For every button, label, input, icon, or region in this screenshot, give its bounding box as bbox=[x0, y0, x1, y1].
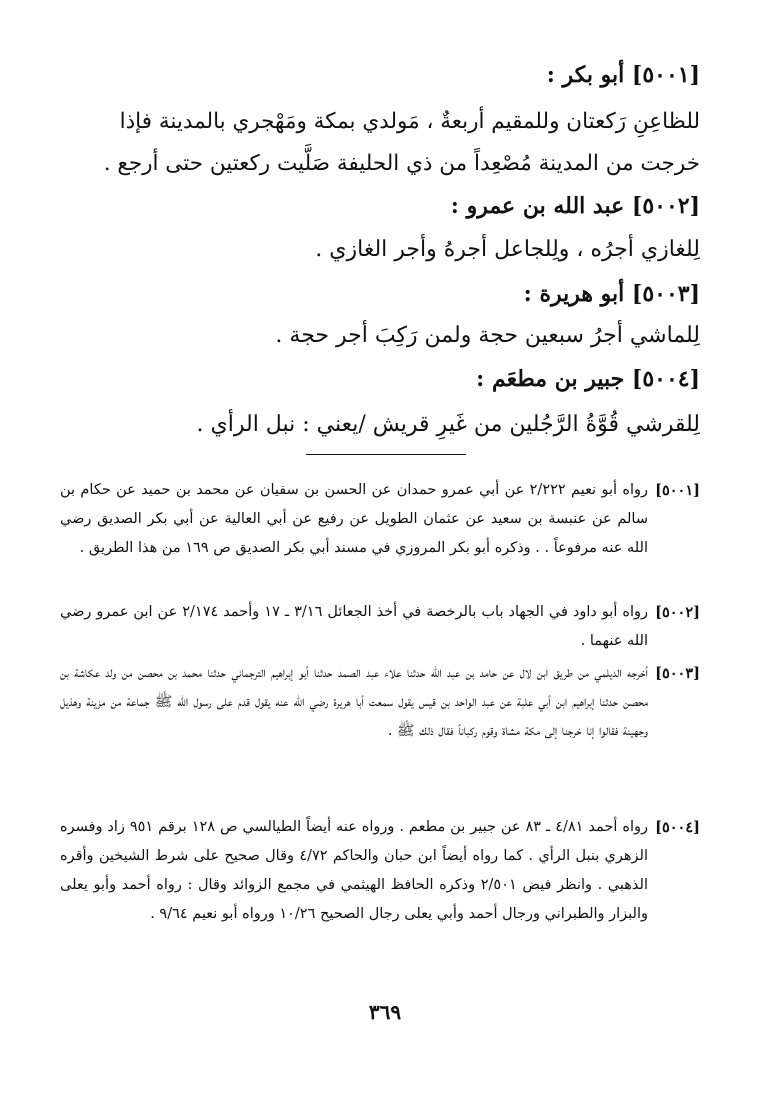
entry-text-line: لِلقرشي قُوَّةُ الرَّجُلين من غَيرِ قريش /يعني : نبل الرأي . bbox=[196, 412, 700, 437]
footnote-5003 bbox=[60, 659, 700, 746]
footnote-text: رواه أبو نعيم ٢/٢٢٢ عن أبي عمرو حمدان عن الحسن بن سفيان عن محمد بن حميد عن حكام بن سالم عن عنبسة بن سعيد عن عثمان الطويل عن رفيع عن أبي العالية عن أبي بكر الصديق رضي الله عنه مرفوعاً . . وذكره أبو بكر المروزي في مسند أبي بكر الصديق ص ١٦٩ من هذا الطريق . bbox=[60, 482, 648, 556]
footnote-5002 bbox=[60, 598, 700, 656]
footnote-5004 bbox=[60, 813, 700, 929]
entry-text-line: لِلماشي أجرُ سبعين حجة ولمن رَكِبَ أجر حجة . bbox=[275, 323, 700, 348]
footnote-number: [٥٠٠٣] bbox=[655, 665, 700, 682]
footnote-number: [٥٠٠١] bbox=[655, 482, 700, 499]
entry-heading-5003: [٥٠٠٣] أبو هريرة : bbox=[523, 281, 700, 307]
footnote-5001 bbox=[60, 476, 700, 563]
entry-text-line: خرجت من المدينة مُصْعِداً من ذي الحليفة صَلَّيت ركعتين حتى أرجع . bbox=[103, 151, 700, 176]
entry-text-line: للظاعِنِ رَكعتان وللمقيم أربعةٌ ، مَولدي بمكة ومَهْجري بالمدينة فإذا bbox=[119, 109, 700, 134]
footnote-text: رواه أبو داود في الجهاد باب بالرخصة في أخذ الجعائل ٣/١٦ ـ ١٧ وأحمد ٢/١٧٤ عن ابن عمرو رضي الله عنهما . bbox=[60, 604, 649, 649]
entry-text-line: لِلغازي أجرُه ، ولِلجاعل أجرهُ وأجر الغازي . bbox=[315, 237, 700, 262]
footnote-divider bbox=[306, 454, 466, 455]
footnote-number: [٥٠٠٤] bbox=[655, 819, 700, 836]
entry-heading-5004: [٥٠٠٤] جبير بن مطعَم : bbox=[476, 366, 700, 392]
footnote-text: رواه أحمد ٤/٨١ ـ ٨٣ عن جبير بن مطعم . ورواه عنه أيضاً الطيالسي ص ١٢٨ برقم ٩٥١ زاد وفسره الزهري بنبل الرأي . كما رواه أيضاً ابن حبان والحاكم ٤/٧٢ وقال صحيح على شرط الشيخين وأقره الذهبي . وانظر فيض ٢/٥٠١ وذكره الحافظ الهيثمي في مجمع الزوائد وقال : رواه أحمد وأبو يعلى والبزار والطبراني ورجال أحمد وأبي يعلى رجال الصحيح ١٠/٢٦ ورواه أبو نعيم ٩/٦٤ . bbox=[60, 819, 648, 922]
footnote-text: أخرجه الديلمي من طريق ابن لال عن حامد بن عبد الله حدثنا علاء عبد الصمد حدثنا أبو إبراهيم الترجماني حدثنا محمد بن محصن من ولد عكاشة بن محصن حدثنا إبراهيم ابن أبي علبة عن عبد الواحد بن قيس يقول سمعت أبا هريرة رضي الله عنه يقول قدم على رسول الله ﷺ جماعة من مزينة وهذيل وجهينة فقالوا إنا خرجنا إلى مكة مشاة وقوم ركباناً فقال ذلك ﷺ . bbox=[60, 665, 648, 739]
page-number: ٣٦٩ bbox=[368, 1000, 402, 1024]
entry-heading-5001: [٥٠٠١] أبو بكر : bbox=[546, 62, 700, 88]
entry-heading-5002: [٥٠٠٢] عبد الله بن عمرو : bbox=[450, 193, 700, 219]
footnote-number: [٥٠٠٢] bbox=[655, 604, 700, 621]
